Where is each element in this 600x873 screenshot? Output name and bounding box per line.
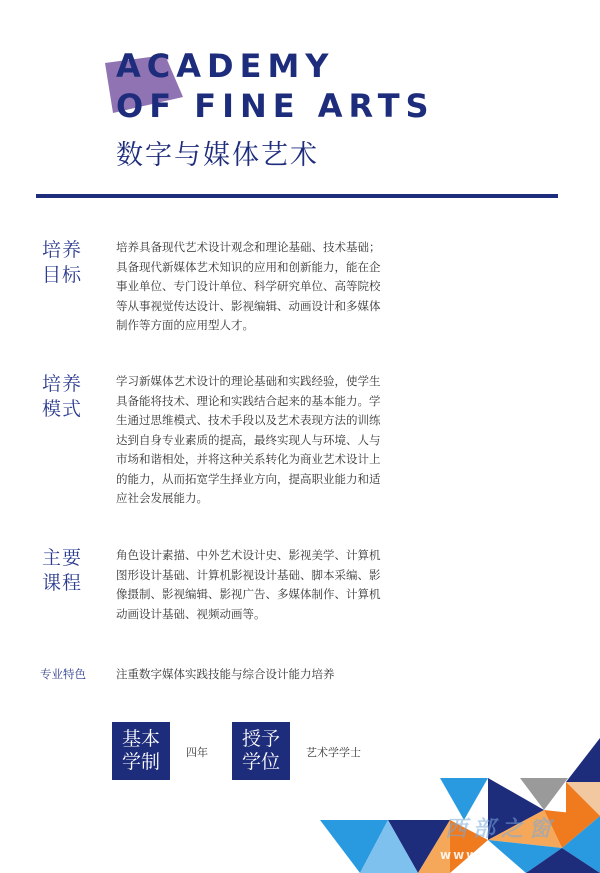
watermark-logo: 西部之窗 <box>445 817 558 842</box>
duration-label: 基本学制 <box>121 728 160 773</box>
title-en-line1: ACADEMY <box>116 47 335 85</box>
watermark-url: www <box>440 848 480 862</box>
title-en-line2: OF FINE ARTS <box>116 87 435 125</box>
section-title-goals: 培养目标 <box>42 239 83 286</box>
section-body-goals: 培养具备现代艺术设计观念和理论基础、技术基础；具备现代新媒体艺术知识的应用和创新能力，能在企事业单位、专门设计单位、科学研究单位、高等院校等从事视觉传达设计、影视编辑、动画设计和多媒体制作等方面的应用型人才。 <box>116 240 381 332</box>
feature-text: 注重数字媒体实践技能与综合设计能力培养 <box>116 667 335 681</box>
duration-box <box>112 722 170 780</box>
degree-box <box>232 722 290 780</box>
degree-label: 授予学位 <box>241 728 280 773</box>
duration-value: 四年 <box>186 746 208 759</box>
section-body-courses: 角色设计素描、中外艺术设计史、影视美学、计算机图形设计基础、计算机影视设计基础、脚本采编、影像摄制、影视编辑、影视广告、多媒体制作、计算机动画设计基础、视频动画等。 <box>116 548 381 621</box>
major-title: 数字与媒体艺术 <box>116 140 319 171</box>
degree-value: 艺术学学士 <box>306 746 361 759</box>
section-body-mode: 学习新媒体艺术设计的理论基础和实践经验，使学生具备能将技术、理论和实践结合起来的基本能力。学生通过思维模式、技术手段以及艺术表现方法的训练达到自身专业素质的提高，最终实现人与环境、人与市场和谐相处，并将这种关系转化为商业艺术设计上的能力，从而拓宽学生择业方向，提高职业能力和适应社会发展能力。 <box>116 374 381 505</box>
section-title-mode: 培养模式 <box>42 373 83 420</box>
section-title-courses: 主要课程 <box>42 547 83 594</box>
feature-label: 专业特色 <box>40 667 86 681</box>
header-divider <box>36 194 558 198</box>
